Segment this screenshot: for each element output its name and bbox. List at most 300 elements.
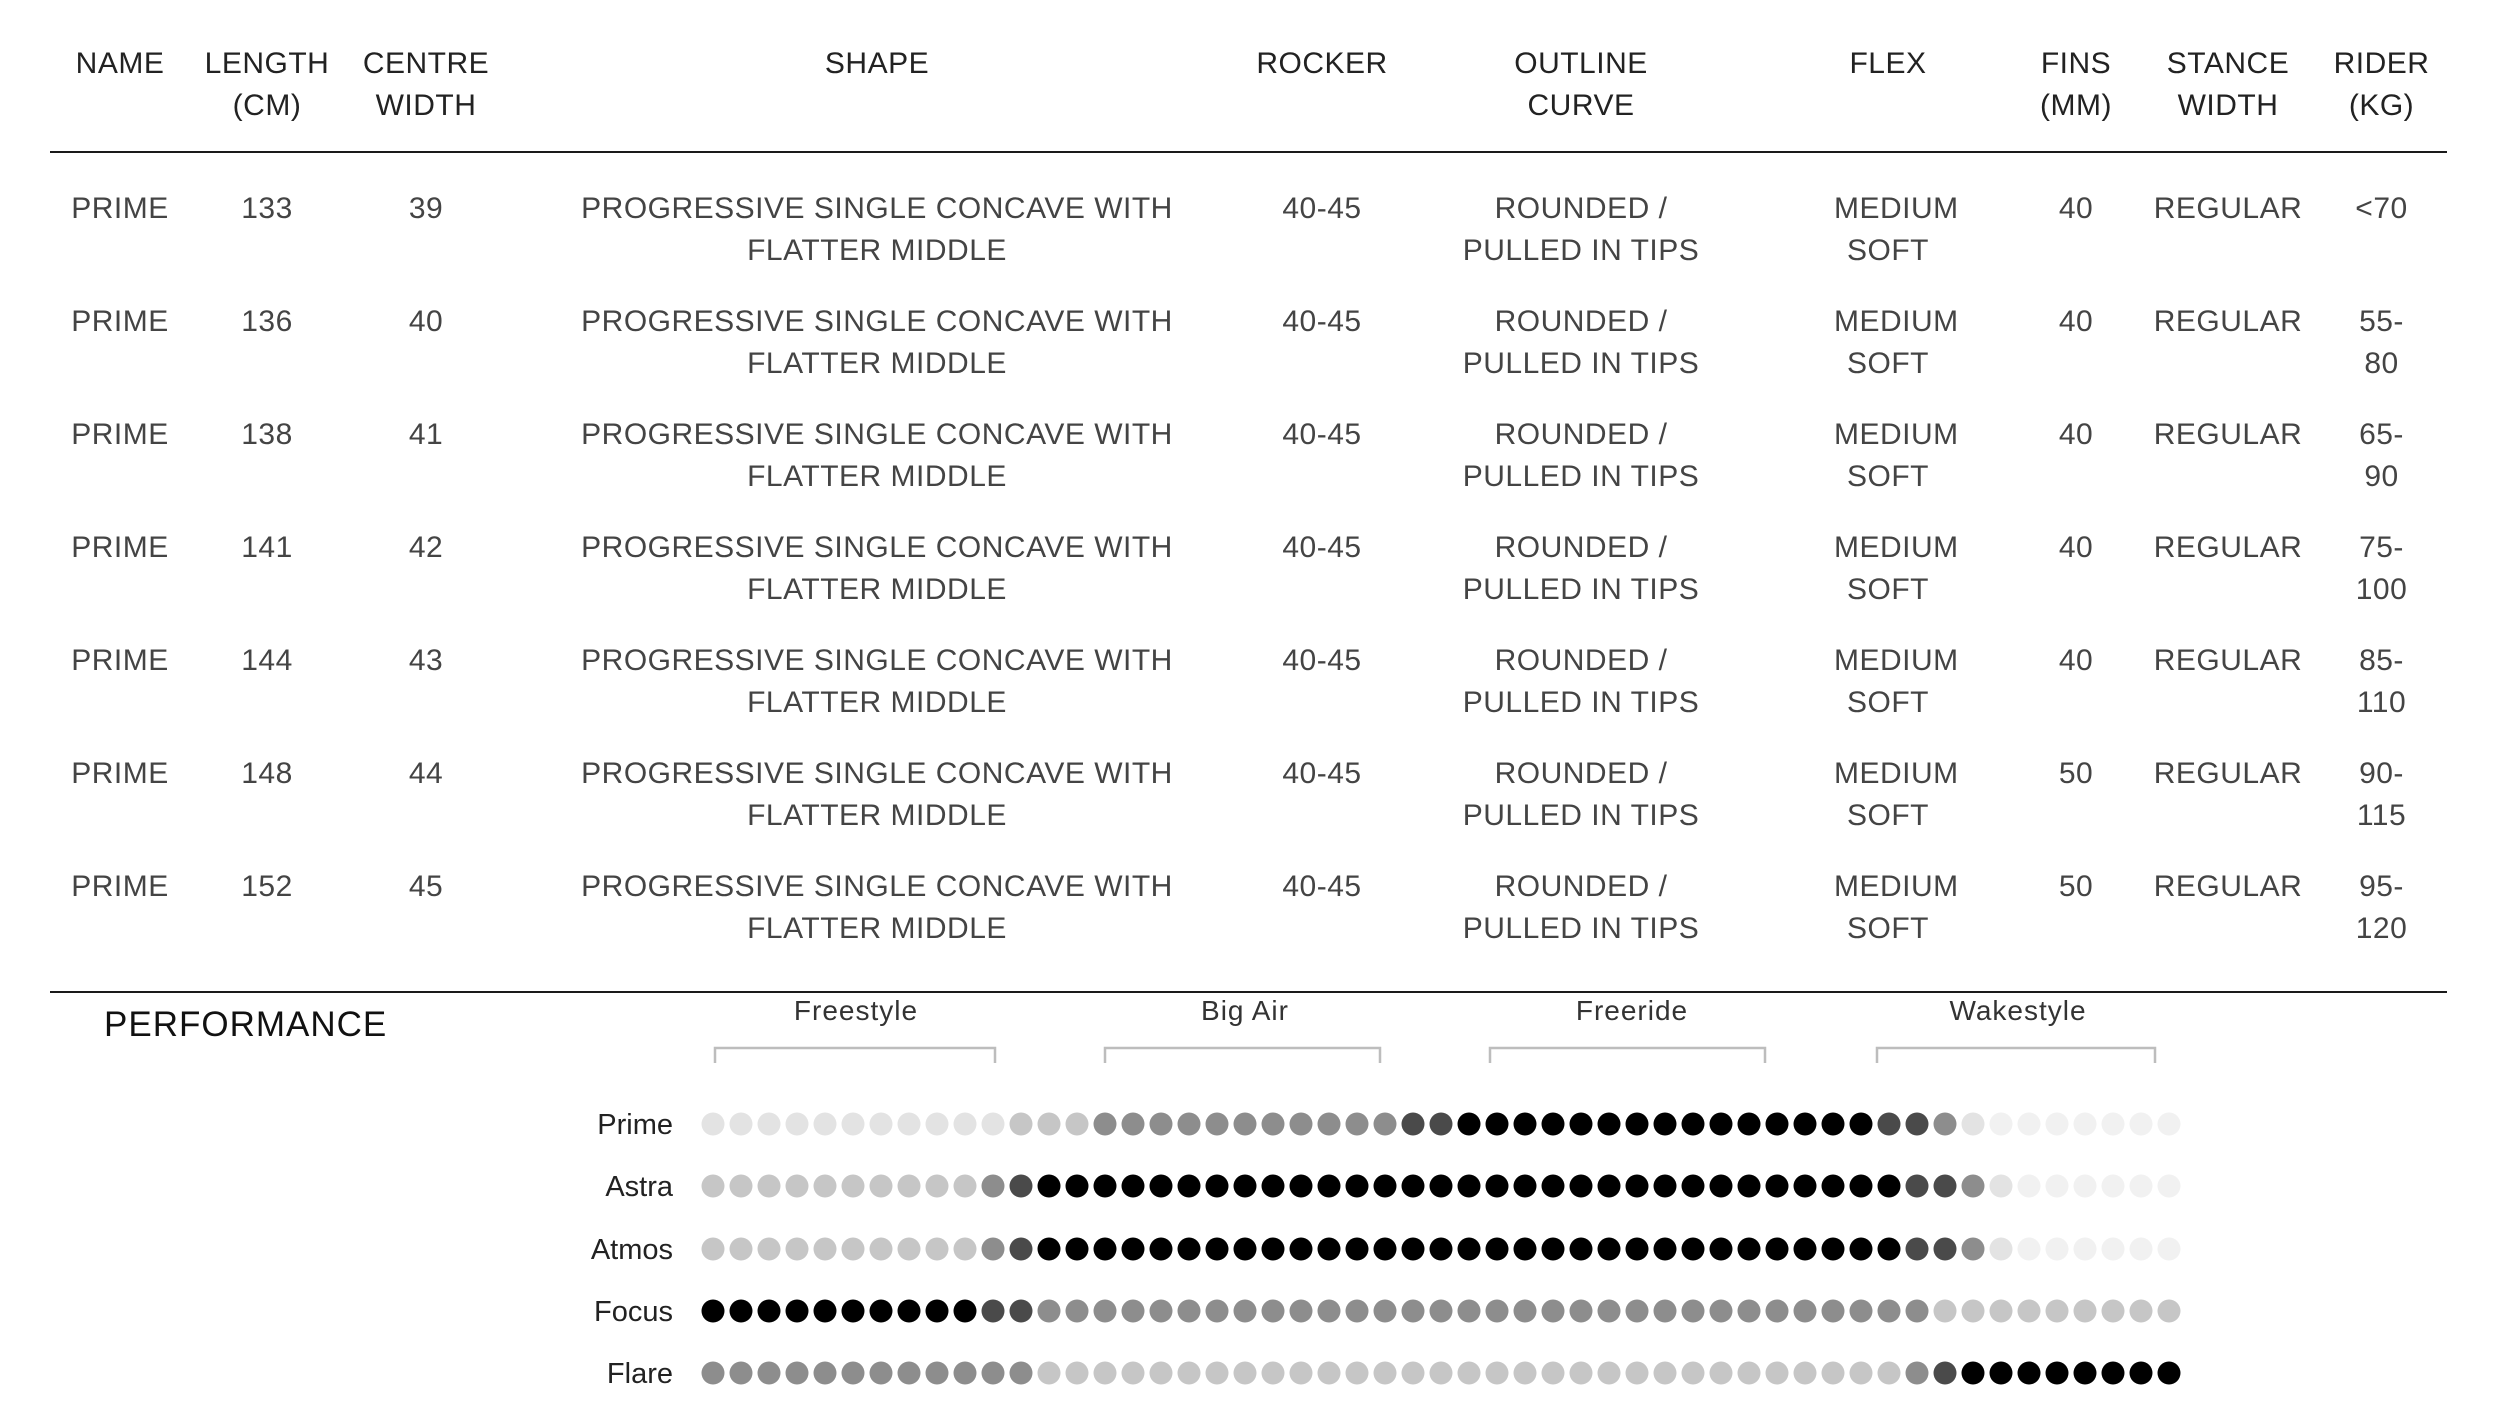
cell-fins: 40 [2058, 644, 2094, 677]
cell-outline: ROUNDED / PULLED IN TIPS [1398, 866, 1764, 992]
rating-dot [1178, 1175, 1201, 1198]
rating-dot [1990, 1362, 2013, 1385]
cell-stance: REGULAR [2153, 192, 2303, 225]
rating-dot [926, 1238, 949, 1261]
rating-dot [1402, 1362, 1425, 1385]
rating-dot [1850, 1175, 1873, 1198]
rating-dot [1318, 1300, 1341, 1323]
rating-dot [1626, 1113, 1649, 1136]
column-header-line: (KG) [2348, 89, 2415, 122]
rating-dot [1598, 1238, 1621, 1261]
rating-dot [1542, 1362, 1565, 1385]
rating-dot [1402, 1175, 1425, 1198]
rating-dot [1010, 1362, 1033, 1385]
rating-dot [898, 1362, 921, 1385]
rating-dot [1542, 1300, 1565, 1323]
cell-rocker: 40-45 [1282, 644, 1362, 677]
rating-dot [1906, 1362, 1929, 1385]
rating-dot [1094, 1300, 1117, 1323]
rating-dot [1318, 1238, 1341, 1261]
rating-dot [870, 1238, 893, 1261]
rating-dot [926, 1362, 949, 1385]
rating-dot [2158, 1113, 2181, 1136]
rating-dot [926, 1175, 949, 1198]
cell-stance: REGULAR [2153, 305, 2303, 338]
rating-dot [814, 1300, 837, 1323]
cell-rocker: 40-45 [1282, 757, 1362, 790]
rating-dot [870, 1175, 893, 1198]
rating-dot [1710, 1113, 1733, 1136]
row-label: Atmos [590, 1234, 673, 1266]
rating-dot [1010, 1113, 1033, 1136]
cell-stance: REGULAR [2140, 866, 2316, 992]
rating-dot [1010, 1300, 1033, 1323]
rating-dot [1150, 1113, 1173, 1136]
column-header-line: LENGTH [204, 47, 330, 80]
rating-dot [1094, 1175, 1117, 1198]
rating-dot [2130, 1300, 2153, 1323]
rating-dot [1878, 1362, 1901, 1385]
rating-dot [1206, 1300, 1229, 1323]
rating-dot [1710, 1238, 1733, 1261]
cell-outline: ROUNDED / PULLED IN TIPS [1462, 305, 1700, 380]
rating-dot [1458, 1362, 1481, 1385]
cell-rider: 90-115 [2356, 757, 2407, 832]
column-header-line: WIDTH [375, 89, 477, 122]
cell-length: 144 [241, 644, 293, 677]
rating-dot [2074, 1300, 2097, 1323]
rating-dot [1570, 1113, 1593, 1136]
cell-rocker: 40-45 [1282, 531, 1362, 564]
rating-dot [1794, 1362, 1817, 1385]
rating-dot [1934, 1362, 1957, 1385]
performance-title: PERFORMANCE [104, 1005, 388, 1044]
cell-width: 40 [408, 305, 444, 338]
rating-dot [1430, 1175, 1453, 1198]
rating-dot [982, 1300, 1005, 1323]
rating-dot [1486, 1362, 1509, 1385]
rating-dot [1430, 1238, 1453, 1261]
rating-dot [1066, 1300, 1089, 1323]
cell-width: 45 [344, 866, 508, 992]
rating-dot [2130, 1113, 2153, 1136]
rating-dot [1234, 1362, 1257, 1385]
rating-dot [1794, 1300, 1817, 1323]
rating-dot [1962, 1175, 1985, 1198]
row-label: Flare [606, 1358, 673, 1390]
rating-dot [898, 1238, 921, 1261]
rating-dot [2074, 1175, 2097, 1198]
rating-dot [1122, 1300, 1145, 1323]
rating-dot [1346, 1238, 1369, 1261]
rating-dot [1990, 1175, 2013, 1198]
rating-dot [1178, 1113, 1201, 1136]
rating-dot [1654, 1300, 1677, 1323]
rating-dot [1206, 1362, 1229, 1385]
rating-dot [1542, 1238, 1565, 1261]
rating-dot [1122, 1175, 1145, 1198]
rating-dot [730, 1238, 753, 1261]
rating-dot [1234, 1113, 1257, 1136]
cell-flex: MEDIUM SOFT [1834, 644, 1959, 719]
cell-name: PRIME [71, 644, 169, 677]
rating-dot [1850, 1238, 1873, 1261]
category-label: Freeride [1575, 995, 1689, 1026]
rating-dot [1906, 1300, 1929, 1323]
cell-name: PRIME [50, 866, 190, 992]
category-bracket [1490, 1048, 1765, 1063]
rating-dot [1654, 1362, 1677, 1385]
rating-dot [1570, 1175, 1593, 1198]
rating-dot [1794, 1238, 1817, 1261]
rating-dot [1990, 1113, 2013, 1136]
rating-dot [1150, 1362, 1173, 1385]
cell-length: 138 [241, 418, 293, 451]
category-bracket [715, 1048, 995, 1063]
rating-dot [1542, 1175, 1565, 1198]
cell-shape: PROGRESSIVE SINGLE CONCAVE WITH FLATTER MIDDLE [581, 531, 1173, 606]
rating-dot [1878, 1175, 1901, 1198]
rating-dot [1234, 1238, 1257, 1261]
rating-dot [1822, 1175, 1845, 1198]
rating-dot [758, 1362, 781, 1385]
rating-dot [702, 1113, 725, 1136]
rating-dot [1962, 1113, 1985, 1136]
rating-dot [1626, 1175, 1649, 1198]
rating-dot [1934, 1113, 1957, 1136]
rating-dot [1766, 1113, 1789, 1136]
rating-dot [2130, 1362, 2153, 1385]
rating-dot [1150, 1175, 1173, 1198]
rating-dot [2130, 1238, 2153, 1261]
rating-dot [926, 1300, 949, 1323]
cell-fins: 40 [2058, 418, 2094, 451]
rating-dot [898, 1113, 921, 1136]
rating-dot [1878, 1238, 1901, 1261]
rating-dot [702, 1175, 725, 1198]
rating-dot [1514, 1238, 1537, 1261]
rating-dot [982, 1362, 1005, 1385]
rating-dot [1094, 1362, 1117, 1385]
rating-dot [1010, 1238, 1033, 1261]
rating-dot [1374, 1175, 1397, 1198]
rating-dot [2018, 1175, 2041, 1198]
rating-dot [1710, 1175, 1733, 1198]
cell-width: 42 [408, 531, 444, 564]
row-label: Astra [605, 1171, 673, 1203]
rating-dot [1654, 1175, 1677, 1198]
category-bracket [1877, 1048, 2155, 1063]
rating-dot [1066, 1113, 1089, 1136]
rating-dot [2158, 1238, 2181, 1261]
rating-dot [786, 1300, 809, 1323]
rating-dot [1234, 1300, 1257, 1323]
rating-dot [1626, 1362, 1649, 1385]
cell-flex: MEDIUM SOFT [1834, 531, 1959, 606]
cell-rider: 95-120 [2316, 866, 2447, 992]
rating-dot [1738, 1113, 1761, 1136]
rating-dot [1738, 1175, 1761, 1198]
rating-dot [1822, 1362, 1845, 1385]
cell-shape: PROGRESSIVE SINGLE CONCAVE WITH FLATTER MIDDLE [508, 866, 1246, 992]
cell-length: 152 [190, 866, 344, 992]
cell-rocker: 40-45 [1282, 418, 1362, 451]
category-bracket [1105, 1048, 1380, 1063]
rating-dot [1234, 1175, 1257, 1198]
rating-dot [842, 1238, 865, 1261]
rating-dot [1514, 1300, 1537, 1323]
rating-dot [1878, 1113, 1901, 1136]
rating-dot [1290, 1300, 1313, 1323]
rating-dot [2018, 1238, 2041, 1261]
rating-dot [1570, 1300, 1593, 1323]
column-header-line: FLEX [1849, 47, 1927, 80]
cell-stance: REGULAR [2153, 418, 2303, 451]
rating-dot [1682, 1113, 1705, 1136]
rating-dot [1178, 1300, 1201, 1323]
cell-shape: PROGRESSIVE SINGLE CONCAVE WITH FLATTER MIDDLE [581, 192, 1173, 267]
cell-width: 41 [408, 418, 444, 451]
cell-outline: ROUNDED / PULLED IN TIPS [1462, 192, 1700, 267]
column-header-line: NAME [75, 47, 165, 80]
rating-dot [814, 1175, 837, 1198]
rating-dot [1402, 1238, 1425, 1261]
rating-dot [1486, 1113, 1509, 1136]
category-label: Big Air [1201, 995, 1289, 1026]
cell-name: PRIME [71, 531, 169, 564]
cell-name: PRIME [71, 305, 169, 338]
rating-dot [1850, 1300, 1873, 1323]
rating-dot [842, 1175, 865, 1198]
cell-rider: <70 [2355, 192, 2408, 225]
rating-dot [2046, 1238, 2069, 1261]
rating-dot [1906, 1113, 1929, 1136]
rating-dot [898, 1300, 921, 1323]
cell-rider: 55-80 [2359, 305, 2404, 380]
rating-dot [1598, 1175, 1621, 1198]
cell-length: 148 [241, 757, 293, 790]
column-header-line: FINS [2040, 47, 2112, 80]
rating-dot [1402, 1113, 1425, 1136]
rating-dot [1710, 1362, 1733, 1385]
cell-shape: PROGRESSIVE SINGLE CONCAVE WITH FLATTER MIDDLE [581, 418, 1173, 493]
rating-dot [1962, 1362, 1985, 1385]
column-header-line: CURVE [1527, 89, 1635, 122]
rating-dot [1430, 1362, 1453, 1385]
cell-stance: REGULAR [2153, 757, 2303, 790]
rating-dot [898, 1175, 921, 1198]
rating-dot [758, 1113, 781, 1136]
cell-length: 136 [241, 305, 293, 338]
rating-dot [1346, 1362, 1369, 1385]
rating-dot [1514, 1362, 1537, 1385]
rating-dot [1682, 1300, 1705, 1323]
rating-dot [1486, 1300, 1509, 1323]
rating-dot [1850, 1362, 1873, 1385]
cell-flex: MEDIUM SOFT [1834, 305, 1959, 380]
rating-dot [702, 1362, 725, 1385]
rating-dot [1458, 1300, 1481, 1323]
rating-dot [1206, 1113, 1229, 1136]
rating-dot [2102, 1113, 2125, 1136]
rating-dot [1430, 1113, 1453, 1136]
rating-dot [1318, 1175, 1341, 1198]
rating-dot [730, 1113, 753, 1136]
rating-dot [814, 1113, 837, 1136]
column-header-line: RIDER [2333, 47, 2430, 80]
rating-dot [2074, 1238, 2097, 1261]
rating-dot [1962, 1300, 1985, 1323]
rating-dot [814, 1362, 837, 1385]
category-label: Freestyle [793, 995, 919, 1026]
rating-dot [2158, 1300, 2181, 1323]
row-label: Prime [597, 1109, 673, 1141]
cell-fins: 50 [2012, 866, 2140, 992]
rating-dot [1374, 1113, 1397, 1136]
rating-dot [786, 1113, 809, 1136]
rating-dot [1290, 1113, 1313, 1136]
rating-dot [1094, 1113, 1117, 1136]
cell-outline: ROUNDED / PULLED IN TIPS [1462, 757, 1700, 832]
cell-length: 133 [241, 192, 293, 225]
rating-dot [1626, 1238, 1649, 1261]
rating-dot [1402, 1300, 1425, 1323]
rating-dot [1626, 1300, 1649, 1323]
cell-length: 141 [241, 531, 293, 564]
rating-dot [1374, 1300, 1397, 1323]
cell-fins: 40 [2058, 531, 2094, 564]
rating-dot [1346, 1300, 1369, 1323]
rating-dot [1038, 1300, 1061, 1323]
rating-dot [1598, 1113, 1621, 1136]
rating-dot [1934, 1238, 1957, 1261]
cell-flex: MEDIUM SOFT [1834, 192, 1959, 267]
cell-fins: 40 [2058, 305, 2094, 338]
rating-dot [1962, 1238, 1985, 1261]
rating-dot [1514, 1175, 1537, 1198]
rating-dot [2158, 1175, 2181, 1198]
cell-name: PRIME [71, 418, 169, 451]
rating-dot [1010, 1175, 1033, 1198]
cell-shape: PROGRESSIVE SINGLE CONCAVE WITH FLATTER MIDDLE [581, 757, 1173, 832]
rating-dot [842, 1300, 865, 1323]
rating-dot [1346, 1175, 1369, 1198]
rating-dot [954, 1238, 977, 1261]
rating-dot [1990, 1300, 2013, 1323]
rating-dot [2074, 1113, 2097, 1136]
rating-dot [1850, 1113, 1873, 1136]
column-header-line: OUTLINE [1514, 47, 1648, 80]
rating-dot [1598, 1362, 1621, 1385]
rating-dot [1038, 1238, 1061, 1261]
cell-flex: MEDIUM SOFT [1764, 866, 2012, 992]
rating-dot [2158, 1362, 2181, 1385]
rating-dot [2102, 1362, 2125, 1385]
rating-dot [1710, 1300, 1733, 1323]
rating-dot [1262, 1362, 1285, 1385]
rating-dot [786, 1362, 809, 1385]
rating-dot [1738, 1300, 1761, 1323]
rating-dot [954, 1300, 977, 1323]
rating-dot [1290, 1175, 1313, 1198]
rating-dot [1794, 1175, 1817, 1198]
rating-dot [926, 1113, 949, 1136]
rating-dot [1906, 1175, 1929, 1198]
cell-name: PRIME [71, 757, 169, 790]
rating-dot [1822, 1238, 1845, 1261]
rating-dot [730, 1300, 753, 1323]
rating-dot [1458, 1238, 1481, 1261]
rating-dot [870, 1362, 893, 1385]
rating-dot [842, 1362, 865, 1385]
rating-dot [1682, 1362, 1705, 1385]
rating-dot [2130, 1175, 2153, 1198]
rating-dot [1570, 1362, 1593, 1385]
rating-dot [730, 1175, 753, 1198]
rating-dot [814, 1238, 837, 1261]
cell-fins: 40 [2058, 192, 2094, 225]
rating-dot [1122, 1362, 1145, 1385]
cell-flex: MEDIUM SOFT [1834, 757, 1959, 832]
cell-stance: REGULAR [2153, 531, 2303, 564]
rating-dot [954, 1175, 977, 1198]
rating-dot [702, 1238, 725, 1261]
rating-dot [1878, 1300, 1901, 1323]
rating-dot [2102, 1300, 2125, 1323]
rating-dot [1990, 1238, 2013, 1261]
rating-dot [954, 1362, 977, 1385]
rating-dot [758, 1300, 781, 1323]
rating-dot [982, 1113, 1005, 1136]
rating-dot [1318, 1362, 1341, 1385]
column-header-line: (CM) [232, 89, 302, 122]
rating-dot [1654, 1113, 1677, 1136]
rating-dot [1206, 1238, 1229, 1261]
rating-dot [2018, 1300, 2041, 1323]
rating-dot [1206, 1175, 1229, 1198]
rating-dot [1822, 1113, 1845, 1136]
rating-dot [1458, 1113, 1481, 1136]
cell-stance: REGULAR [2153, 644, 2303, 677]
rating-dot [1542, 1113, 1565, 1136]
rating-dot [1262, 1113, 1285, 1136]
rating-dot [1066, 1362, 1089, 1385]
rating-dot [1682, 1238, 1705, 1261]
rating-dot [1598, 1300, 1621, 1323]
rating-dot [1486, 1175, 1509, 1198]
rating-dot [1738, 1362, 1761, 1385]
rating-dot [870, 1113, 893, 1136]
rating-dot [1178, 1238, 1201, 1261]
rating-dot [1374, 1362, 1397, 1385]
rating-dot [1766, 1362, 1789, 1385]
rating-dot [1766, 1175, 1789, 1198]
rating-dot [1570, 1238, 1593, 1261]
rating-dot [1766, 1238, 1789, 1261]
rating-dot [1122, 1113, 1145, 1136]
rating-dot [1038, 1362, 1061, 1385]
cell-width: 43 [408, 644, 444, 677]
rating-dot [1934, 1300, 1957, 1323]
rating-dot [1318, 1113, 1341, 1136]
rating-dot [1150, 1300, 1173, 1323]
cell-width: 44 [408, 757, 444, 790]
rating-dot [2018, 1113, 2041, 1136]
rating-dot [870, 1300, 893, 1323]
rating-dot [2046, 1175, 2069, 1198]
rating-dot [1290, 1238, 1313, 1261]
rating-dot [1794, 1113, 1817, 1136]
